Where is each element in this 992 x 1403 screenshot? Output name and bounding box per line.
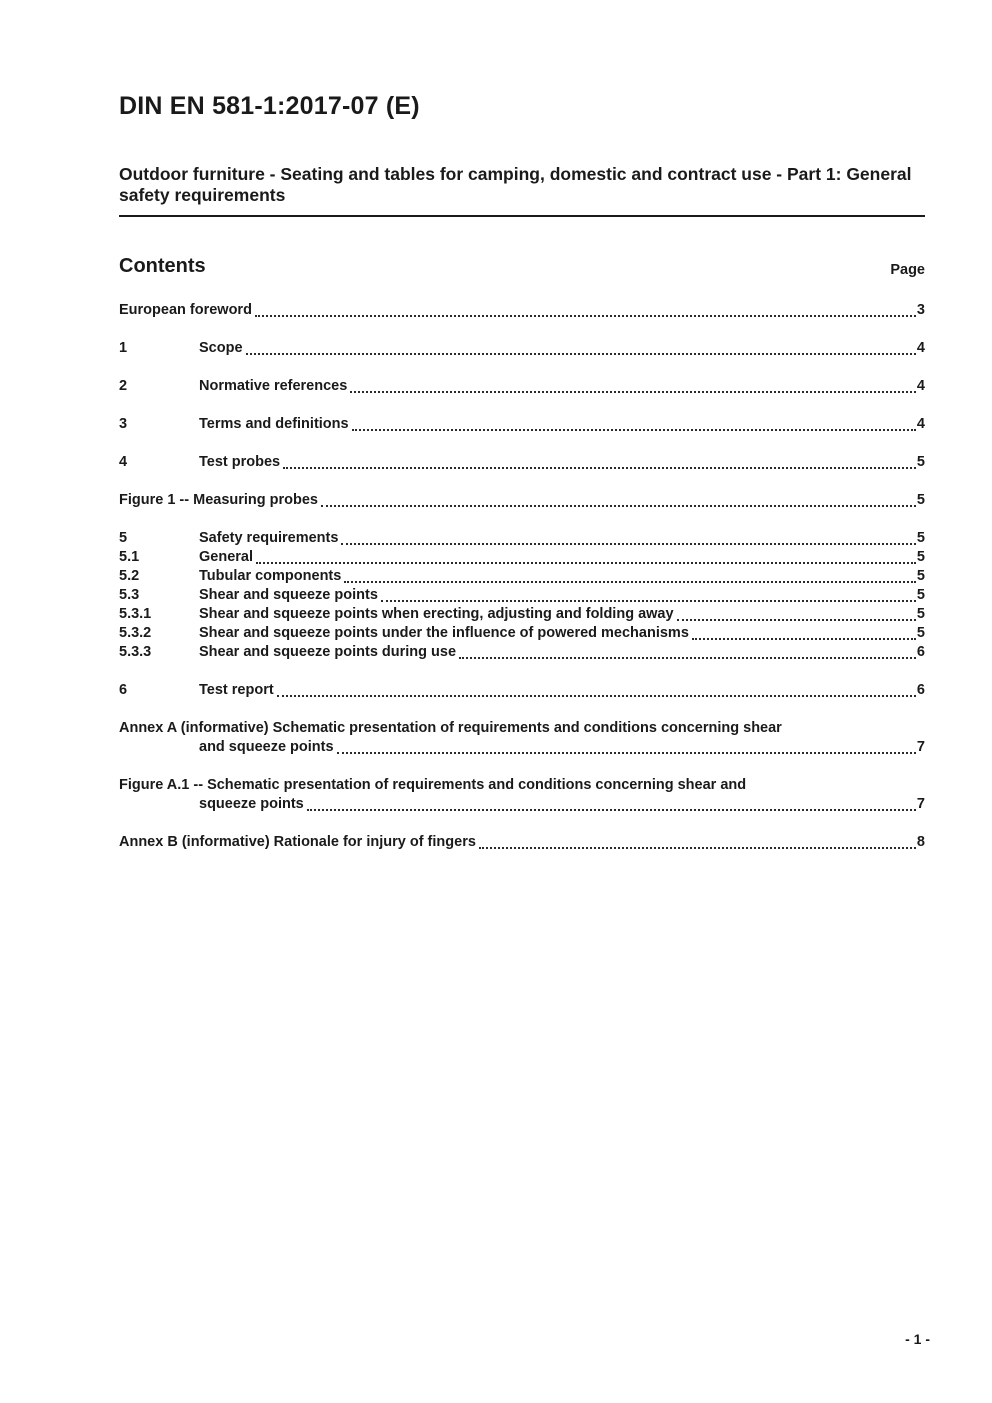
toc-entry-title: Scope — [199, 339, 243, 356]
toc-entry-title: General — [199, 548, 253, 565]
toc-entry-title: Shear and squeeze points when erecting, adjusting and folding away — [199, 605, 674, 622]
toc-entry-number: 5 — [119, 529, 128, 546]
toc-row — [119, 415, 925, 434]
toc-entry-page: 5 — [916, 567, 925, 584]
toc-entry-page: 6 — [916, 681, 925, 698]
leader-dots — [341, 543, 916, 545]
toc-entry-page: 5 — [916, 453, 925, 470]
toc-entry-number: 3 — [119, 415, 128, 432]
toc-entry-number: 4 — [119, 453, 128, 470]
toc-entry-number: 5.3 — [119, 586, 140, 603]
footer-page-number: - 1 - — [905, 1331, 930, 1347]
toc-entry-title: European foreword — [119, 301, 252, 318]
toc-entry-page: 3 — [916, 301, 925, 318]
toc-entry-page: 8 — [916, 833, 925, 850]
toc-row — [119, 339, 925, 358]
leader-dots — [677, 619, 916, 621]
leader-dots — [692, 638, 916, 640]
leader-dots — [255, 315, 916, 317]
toc-entry-number: 5.1 — [119, 548, 140, 565]
leader-dots — [277, 695, 916, 697]
leader-dots — [256, 562, 916, 564]
toc-entry-title: Terms and definitions — [199, 415, 349, 432]
toc-entry-title: Annex B (informative) Rationale for injury of fingers — [119, 833, 476, 850]
toc-entry — [119, 586, 925, 605]
toc-entry-title: Figure 1 -- Measuring probes — [119, 491, 318, 508]
leader-dots — [283, 467, 916, 469]
toc-entry-number: 5.3.3 — [119, 643, 152, 660]
toc-entry — [119, 415, 925, 434]
leader-dots — [479, 847, 916, 849]
document-title: DIN EN 581-1:2017-07 (E) — [119, 92, 420, 120]
toc-entry-title: Safety requirements — [199, 529, 339, 546]
toc-entry-title: Normative references — [199, 377, 348, 394]
toc-entry — [119, 339, 925, 358]
toc-row — [119, 548, 925, 567]
toc-row — [119, 605, 925, 624]
page-column-label: Page — [890, 261, 925, 278]
toc-entry-page: 4 — [916, 377, 925, 394]
toc-row — [119, 643, 925, 662]
toc-entry — [119, 453, 925, 472]
toc-entry — [119, 529, 925, 548]
toc-entry-number: 5.2 — [119, 567, 140, 584]
toc-entry-page: 5 — [916, 605, 925, 622]
toc-row — [119, 586, 925, 605]
toc-entry-page: 5 — [916, 491, 925, 508]
toc-entry-number: 1 — [119, 339, 128, 356]
document-subtitle: Outdoor furniture - Seating and tables for camping, domestic and contract use - Part 1: General safety requirements — [119, 164, 925, 217]
leader-dots — [459, 657, 916, 659]
toc-entry-title: Shear and squeeze points under the influence of powered mechanisms — [199, 624, 689, 641]
toc-entry-number: 2 — [119, 377, 128, 394]
toc-entry — [119, 491, 925, 510]
toc-entry-title: Test probes — [199, 453, 281, 470]
toc-entry-title: Test report — [199, 681, 274, 698]
toc-row — [119, 624, 925, 643]
toc-entry — [119, 833, 925, 852]
toc-entry — [119, 719, 925, 757]
toc-entry-title-line1: Figure A.1 -- Schematic presentation of requirements and conditions concerning shear and — [119, 776, 747, 793]
toc-row — [119, 453, 925, 472]
toc-row — [119, 681, 925, 700]
toc-row — [119, 795, 925, 814]
toc-entry — [119, 567, 925, 586]
toc-entry — [119, 377, 925, 396]
toc-row — [119, 301, 925, 320]
toc-entry-title: Shear and squeeze points — [199, 586, 378, 603]
toc-entry-number: 5.3.1 — [119, 605, 152, 622]
leader-dots — [246, 353, 916, 355]
leader-dots — [352, 429, 916, 431]
toc-entry — [119, 548, 925, 567]
toc-entry-page: 5 — [916, 586, 925, 603]
toc-row — [119, 377, 925, 396]
toc-entry — [119, 776, 925, 814]
leader-dots — [307, 809, 916, 811]
toc-entry-page: 6 — [916, 643, 925, 660]
toc-row — [119, 567, 925, 586]
toc-entry-title: Shear and squeeze points during use — [199, 643, 457, 660]
toc-entry-title: and squeeze points — [199, 738, 334, 755]
toc-entry-page: 4 — [916, 339, 925, 356]
leader-dots — [381, 600, 916, 602]
toc-entry-title: squeeze points — [199, 795, 304, 812]
leader-dots — [350, 391, 916, 393]
toc-entry-number: 6 — [119, 681, 128, 698]
toc-entry-title-line1: Annex A (informative) Schematic presentation of requirements and conditions concerning shear — [119, 719, 782, 736]
toc-entry-page: 7 — [916, 795, 925, 812]
toc-entry-title: Tubular components — [199, 567, 342, 584]
toc-entry — [119, 301, 925, 320]
toc-row — [119, 833, 925, 852]
toc-list — [119, 301, 925, 852]
toc-entry-page: 4 — [916, 415, 925, 432]
leader-dots — [321, 505, 916, 507]
toc-row — [119, 529, 925, 548]
toc-entry-page: 5 — [916, 548, 925, 565]
toc-entry — [119, 643, 925, 662]
toc-entry-page: 7 — [916, 738, 925, 755]
toc-entry-number: 5.3.2 — [119, 624, 152, 641]
leader-dots — [337, 752, 916, 754]
toc-row — [119, 491, 925, 510]
toc-entry — [119, 624, 925, 643]
toc-entry — [119, 605, 925, 624]
toc-entry-page: 5 — [916, 529, 925, 546]
toc-entry-page: 5 — [916, 624, 925, 641]
contents-header — [119, 255, 925, 278]
toc-entry — [119, 681, 925, 700]
leader-dots — [344, 581, 916, 583]
toc-row — [119, 738, 925, 757]
contents-heading: Contents — [119, 254, 206, 277]
